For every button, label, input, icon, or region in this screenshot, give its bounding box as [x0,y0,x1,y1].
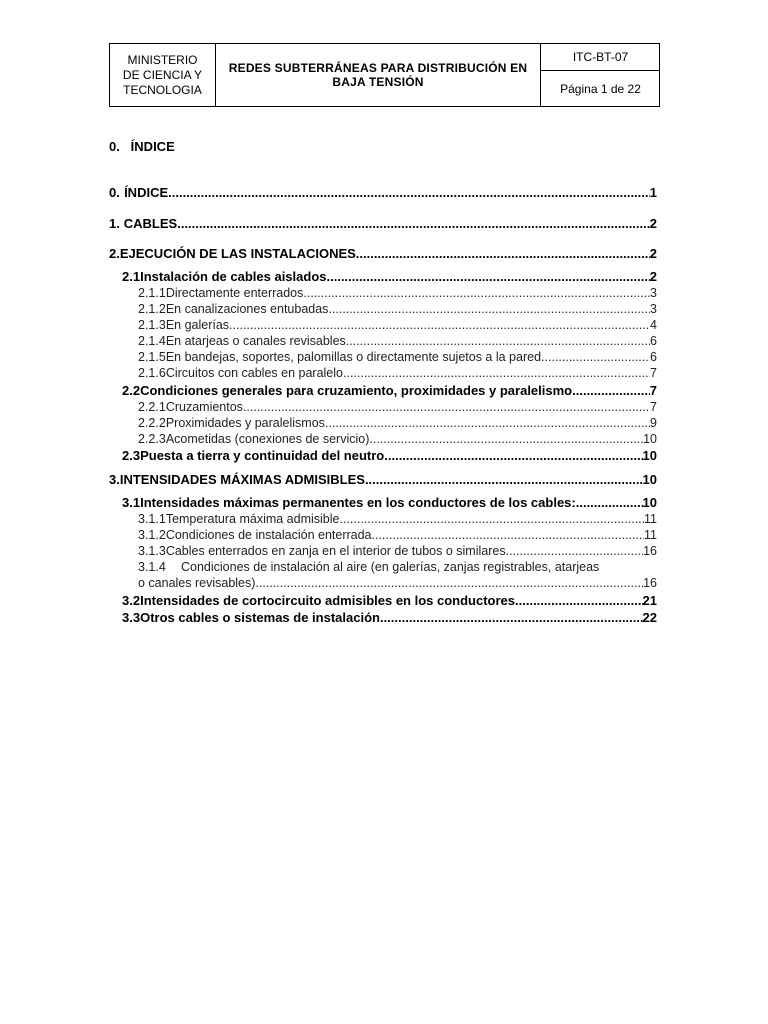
toc-number: 3.1.4 [138,560,166,574]
ministry-line: MINISTERIO [127,52,198,67]
toc-title: Cruzamientos [165,400,243,414]
toc-page: 11 [644,512,657,526]
toc-number: 2.1.2 [138,302,166,316]
toc-entry[interactable] [122,495,657,510]
toc-number: 3.1 [122,495,141,510]
toc-leader [515,593,643,608]
toc-entry[interactable] [138,528,657,542]
toc-title-continuation: o canales revisables) [138,576,256,590]
toc-number: 0. [109,185,120,200]
toc-page: 21 [642,593,657,608]
toc-leader [325,416,650,430]
toc-leader [346,334,650,348]
toc-entry[interactable] [138,400,657,414]
toc-leader [168,185,650,200]
ministry-cell [110,44,216,106]
toc-page: 3 [650,286,657,300]
toc-entry[interactable] [138,286,657,300]
toc-number: 3.1.3 [138,544,166,558]
toc-title: En bandejas, soportes, palomillas o directamente sujetos a la pared [165,350,542,364]
toc-title: Circuitos con cables en paralelo [165,366,343,380]
toc-page: 10 [642,495,657,510]
toc-title: Otros cables o sistemas de instalación [140,610,380,625]
toc-entry[interactable] [138,416,657,430]
toc-page: 4 [650,318,657,332]
toc-leader [328,302,650,316]
toc-title: Condiciones de instalación al aire (en galerías, zanjas registrables, atarjeas [181,560,600,574]
toc-entry[interactable] [109,246,657,261]
toc-leader [380,610,643,625]
toc-title: Condiciones generales para cruzamiento, proximidades y paralelismo [140,383,573,398]
toc-page: 2 [649,216,657,231]
toc-entry[interactable] [109,472,657,487]
toc-entry[interactable] [138,350,657,364]
toc-leader [369,432,643,446]
toc-title: Puesta a tierra y continuidad del neutro [140,448,385,463]
toc-leader [509,544,643,558]
toc-entry[interactable] [109,216,657,231]
toc-leader [343,366,650,380]
toc-page: 16 [643,576,657,590]
toc-leader [255,576,643,590]
toc-page: 11 [644,528,657,542]
toc-entry[interactable] [122,610,657,625]
toc-entry[interactable] [109,185,657,200]
toc-leader [384,448,642,463]
toc-title: Condiciones de instalación enterrada [165,528,372,542]
toc-page: 10 [642,472,657,487]
toc-number: 2.2 [122,383,141,398]
toc-page: 9 [650,416,657,430]
ministry-line: DE CIENCIA Y [122,67,203,82]
toc-title: Directamente enterrados [165,286,304,300]
ministry-line: TECNOLOGIA [123,82,202,97]
toc-entry-continuation[interactable] [138,576,657,590]
toc-leader [572,383,650,398]
document-title-line: BAJA TENSIÓN [332,75,424,89]
toc-page: 10 [643,432,657,446]
document-title-line: REDES SUBTERRÁNEAS PARA DISTRIBUCIÓN EN [228,61,528,75]
toc-page: 6 [650,350,657,364]
toc-leader [576,495,643,510]
page-indicator: Página 1 de 22 [560,81,641,96]
toc-number: 2.2.3 [138,432,166,446]
toc-title: INTENSIDADES MÁXIMAS ADMISIBLES [119,472,365,487]
toc-title: En canalizaciones entubadas [165,302,329,316]
toc-page: 10 [642,448,657,463]
toc-title: Intensidades de cortocircuito admisibles en los conductores [140,593,516,608]
toc-entry[interactable] [122,269,657,284]
toc-title: Proximidades y paralelismos [165,416,325,430]
toc-page: 7 [649,383,657,398]
toc-entry[interactable] [138,366,657,380]
toc-entry[interactable] [138,544,657,558]
toc-leader [541,350,650,364]
toc-leader [229,318,650,332]
toc-number: 2.2.2 [138,416,166,430]
toc-page: 6 [650,334,657,348]
toc-number: 2.1 [122,269,141,284]
toc-number: 3.3 [122,610,141,625]
toc-title: ÍNDICE [124,185,169,200]
toc-title: CABLES [123,216,178,231]
document-title-cell [216,44,540,106]
reference-cell [540,44,660,106]
toc-number: 3.1.2 [138,528,166,542]
toc-number: 2.1.6 [138,366,166,380]
toc-number: 3.2 [122,593,141,608]
toc-number: 2.3 [122,448,141,463]
toc-leader [177,216,650,231]
toc-number: 2.1.5 [138,350,166,364]
toc-page: 1 [649,185,657,200]
toc-title: EJECUCIÓN DE LAS INSTALACIONES [119,246,356,261]
toc-title: Instalación de cables aislados [140,269,327,284]
toc-number: 2.1.1 [138,286,166,300]
toc-title: Intensidades máximas permanentes en los conductores de los cables: [140,495,576,510]
toc-entry[interactable] [138,512,657,526]
toc-leader [365,472,643,487]
toc-number: 1. [109,216,120,231]
toc-number: 2.2.1 [138,400,166,414]
toc-entry[interactable] [138,334,657,348]
toc-title: Cables enterrados en zanja en el interior de tubos o similares. [165,544,510,558]
toc-entry[interactable] [138,318,657,332]
toc-page: 2 [649,269,657,284]
toc-page: 7 [650,400,657,414]
toc-page: 3 [650,302,657,316]
toc-entry[interactable] [122,448,657,463]
toc-number: 3.1.1 [138,512,166,526]
toc-page: 7 [650,366,657,380]
toc-title: Temperatura máxima admisible [165,512,340,526]
document-code: ITC-BT-07 [541,44,660,71]
toc-page: 2 [649,246,657,261]
toc-title: En galerías [165,318,230,332]
toc-leader [356,246,650,261]
toc-number: 3. [109,472,120,487]
toc-leader [243,400,650,414]
toc-leader [303,286,650,300]
toc-number: 2. [109,246,120,261]
toc-entry[interactable] [138,302,657,316]
toc-entry[interactable] [122,593,657,608]
toc-leader [340,512,645,526]
toc-leader [327,269,650,284]
toc-number: 2.1.3 [138,318,166,332]
section-heading: 0. ÍNDICE [109,139,175,154]
toc-title: En atarjeas o canales revisables [165,334,346,348]
toc-entry[interactable] [122,383,657,398]
toc-number: 2.1.4 [138,334,166,348]
toc-title: Acometidas (conexiones de servicio) [165,432,370,446]
toc-leader [372,528,645,542]
toc-entry-wrapped[interactable] [138,560,599,574]
toc-entry[interactable] [138,432,657,446]
document-header [109,43,660,107]
toc-page: 16 [643,544,657,558]
toc-page: 22 [642,610,657,625]
